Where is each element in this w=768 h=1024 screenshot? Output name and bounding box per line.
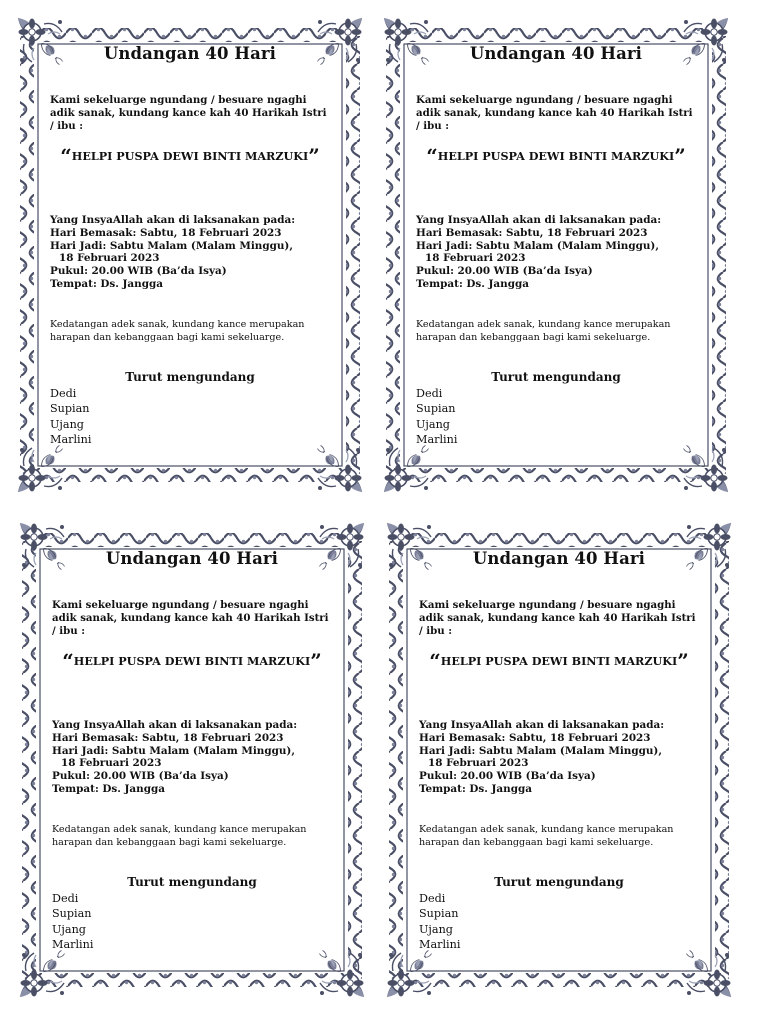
- deceased-name: HELPI PUSPA DEWI BINTI MARZUKI: [73, 654, 311, 668]
- hari-bemasak: Hari Bemasak: Sabtu, 18 Februari 2023: [419, 731, 651, 744]
- inviter-name: Ujang: [416, 417, 450, 431]
- invitation-intro: Kami sekeluarge ngundang / besuare ngaghi adik sanak, kundang kance kah 40 Harikah Istri / ibu :: [416, 94, 693, 132]
- quote-close: ”: [674, 144, 686, 168]
- inviters-list: [419, 891, 460, 952]
- inviter-name: Supian: [50, 402, 90, 416]
- schedule-intro: Yang InsyaAllah akan di laksanakan pada:: [416, 214, 662, 226]
- hari-jadi-date: 18 Februari 2023: [61, 757, 162, 770]
- deceased-name: HELPI PUSPA DEWI BINTI MARZUKI: [71, 149, 309, 163]
- inviter-name: Supian: [416, 402, 456, 416]
- event-time: Pukul: 20.00 WIB (Ba’da Isya): [52, 770, 229, 783]
- inviter-name: Dedi: [416, 387, 443, 400]
- closing-text: Kedatangan adek sanak, kundang kance merupakan harapan dan kebanggaan bagi kami sekeluarge.: [416, 319, 671, 343]
- event-place: Tempat: Ds. Jangga: [416, 277, 529, 290]
- inviters-list: [50, 386, 91, 447]
- hari-bemasak: Hari Bemasak: Sabtu, 18 Februari 2023: [52, 731, 284, 744]
- inviters-list: [416, 386, 457, 447]
- schedule-block: [416, 214, 696, 291]
- hari-jadi: Hari Jadi: Sabtu Malam (Malam Minggu),: [419, 744, 662, 757]
- quote-close: ”: [677, 649, 689, 673]
- inviters-list: [52, 891, 93, 952]
- closing-text: Kedatangan adek sanak, kundang kance merupakan harapan dan kebanggaan bagi kami sekeluarge.: [52, 824, 307, 848]
- inviting-heading: Turut mengundang: [127, 875, 257, 889]
- deceased-name: HELPI PUSPA DEWI BINTI MARZUKI: [440, 654, 678, 668]
- invitation-title: Undangan 40 Hari: [103, 44, 277, 63]
- inviting-heading: Turut mengundang: [494, 875, 624, 889]
- inviter-name: Ujang: [50, 417, 84, 431]
- invitation-intro: Kami sekeluarge ngundang / besuare ngaghi adik sanak, kundang kance kah 40 Harikah Istri / ibu :: [52, 599, 329, 637]
- closing-text: Kedatangan adek sanak, kundang kance merupakan harapan dan kebanggaan bagi kami sekeluarge.: [50, 319, 305, 343]
- event-time: Pukul: 20.00 WIB (Ba’da Isya): [419, 770, 596, 783]
- event-time: Pukul: 20.00 WIB (Ba’da Isya): [416, 265, 593, 278]
- inviter-name: Marlini: [52, 937, 94, 951]
- inviter-name: Supian: [419, 907, 459, 921]
- inviter-name: Marlini: [419, 937, 461, 951]
- closing-text: Kedatangan adek sanak, kundang kance merupakan harapan dan kebanggaan bagi kami sekeluarge.: [419, 824, 674, 848]
- event-place: Tempat: Ds. Jangga: [52, 782, 165, 795]
- invitation-title: Undangan 40 Hari: [472, 549, 646, 568]
- schedule-intro: Yang InsyaAllah akan di laksanakan pada:: [52, 719, 298, 731]
- invitation-card-4: [383, 517, 735, 1003]
- quote-open: “: [60, 144, 72, 168]
- inviting-heading: Turut mengundang: [125, 370, 255, 384]
- quote-open: “: [62, 649, 74, 673]
- hari-jadi: Hari Jadi: Sabtu Malam (Malam Minggu),: [50, 239, 293, 252]
- inviter-name: Ujang: [52, 922, 86, 936]
- hari-jadi: Hari Jadi: Sabtu Malam (Malam Minggu),: [416, 239, 659, 252]
- inviter-name: Marlini: [50, 432, 92, 446]
- hari-jadi-date: 18 Februari 2023: [59, 252, 160, 265]
- invitation-card-3: [16, 517, 368, 1003]
- invitation-title: Undangan 40 Hari: [469, 44, 643, 63]
- deceased-name-line: [419, 649, 699, 673]
- schedule-block: [50, 214, 330, 291]
- inviter-name: Supian: [52, 907, 92, 921]
- hari-jadi-date: 18 Februari 2023: [428, 757, 529, 770]
- quote-close: ”: [310, 649, 322, 673]
- invitation-intro: Kami sekeluarge ngundang / besuare ngaghi adik sanak, kundang kance kah 40 Harikah Istri / ibu :: [419, 599, 696, 637]
- invitation-card-1: [14, 12, 366, 498]
- schedule-block: [419, 719, 699, 796]
- quote-open: “: [426, 144, 438, 168]
- deceased-name-line: [416, 144, 696, 168]
- inviting-heading: Turut mengundang: [491, 370, 621, 384]
- deceased-name-line: [52, 649, 332, 673]
- hari-bemasak: Hari Bemasak: Sabtu, 18 Februari 2023: [50, 226, 282, 239]
- inviter-name: Dedi: [52, 892, 79, 905]
- invitation-title: Undangan 40 Hari: [105, 549, 279, 568]
- deceased-name-line: [50, 144, 330, 168]
- invitation-intro: Kami sekeluarge ngundang / besuare ngaghi adik sanak, kundang kance kah 40 Harikah Istri / ibu :: [50, 94, 327, 132]
- invitation-card-2: [380, 12, 732, 498]
- quote-close: ”: [308, 144, 320, 168]
- schedule-intro: Yang InsyaAllah akan di laksanakan pada:: [419, 719, 665, 731]
- schedule-intro: Yang InsyaAllah akan di laksanakan pada:: [50, 214, 296, 226]
- inviter-name: Marlini: [416, 432, 458, 446]
- hari-jadi: Hari Jadi: Sabtu Malam (Malam Minggu),: [52, 744, 295, 757]
- deceased-name: HELPI PUSPA DEWI BINTI MARZUKI: [437, 149, 675, 163]
- hari-bemasak: Hari Bemasak: Sabtu, 18 Februari 2023: [416, 226, 648, 239]
- inviter-name: Dedi: [50, 387, 77, 400]
- event-time: Pukul: 20.00 WIB (Ba’da Isya): [50, 265, 227, 278]
- event-place: Tempat: Ds. Jangga: [50, 277, 163, 290]
- inviter-name: Dedi: [419, 892, 446, 905]
- schedule-block: [52, 719, 332, 796]
- event-place: Tempat: Ds. Jangga: [419, 782, 532, 795]
- quote-open: “: [429, 649, 441, 673]
- inviter-name: Ujang: [419, 922, 453, 936]
- hari-jadi-date: 18 Februari 2023: [425, 252, 526, 265]
